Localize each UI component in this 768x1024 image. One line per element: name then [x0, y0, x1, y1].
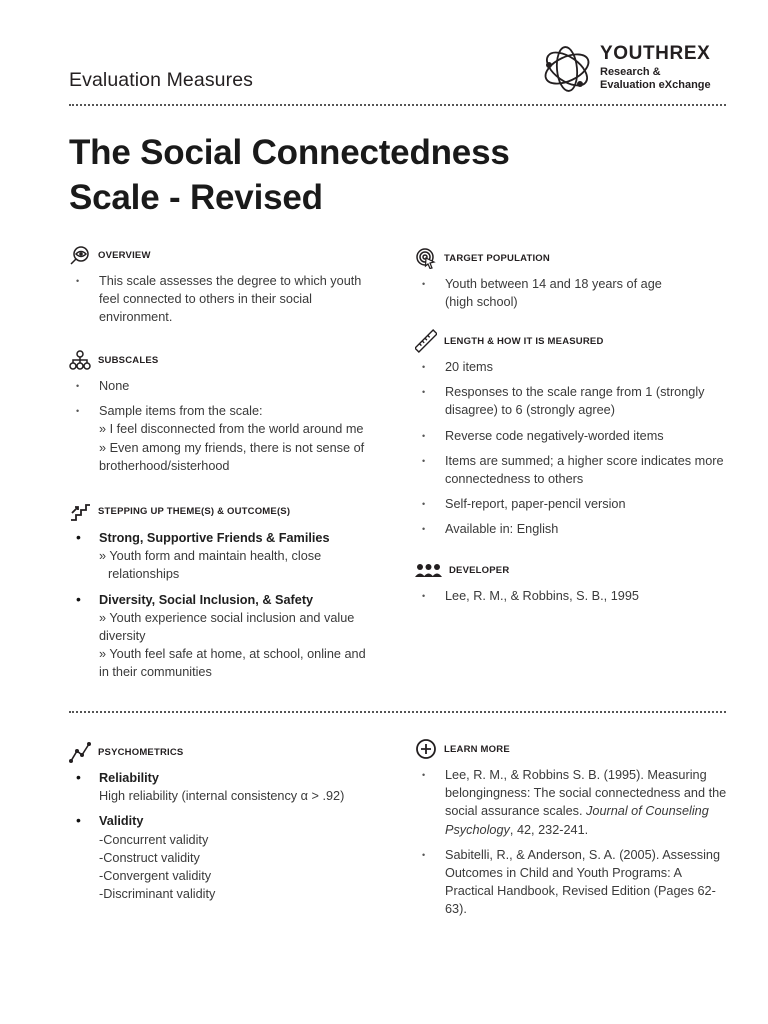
- hierarchy-icon: [69, 349, 91, 371]
- brand-tagline: [600, 66, 715, 92]
- reliability-title: • Reliability: [99, 771, 159, 785]
- target-list: [415, 275, 725, 311]
- validity-title: • Validity: [99, 814, 144, 829]
- psychometrics-section: [69, 739, 379, 910]
- target-cursor-icon: [415, 247, 437, 269]
- reference-tail: , 42, 232-241.: [509, 822, 589, 837]
- journal-title: Journal of Counseling Psychology: [445, 804, 709, 837]
- page-title-line-1: The Social Connectedness: [69, 133, 510, 172]
- learn-more-heading: LEARN MORE: [444, 743, 510, 755]
- ruler-icon: [415, 330, 437, 352]
- header-divider: [69, 104, 726, 106]
- themes-list: [69, 529, 379, 682]
- overview-header: [69, 242, 379, 268]
- references-list: [415, 766, 727, 919]
- learn-more-header: [415, 736, 727, 762]
- youthrex-logo-mark-icon: [540, 43, 594, 95]
- list-item: [69, 591, 379, 682]
- list-item: [415, 275, 725, 311]
- list-item: • Lee, R. M., & Robbins, S. B., 1995: [415, 587, 725, 605]
- subscales-list: [69, 377, 379, 475]
- list-item: • 20 items: [415, 358, 730, 376]
- target-section: [415, 245, 725, 318]
- list-item: • Items are summed; a higher score indicates more connectedness to others: [415, 452, 730, 488]
- list-item: [69, 769, 379, 805]
- theme-outcome: relationships: [108, 567, 180, 582]
- length-section: [415, 328, 730, 546]
- page-title-line-2: Scale - Revised: [69, 178, 323, 217]
- themes-header: [69, 498, 379, 524]
- target-school: (high school): [445, 295, 518, 310]
- document-category: Evaluation Measures: [69, 69, 253, 91]
- list-item: • None: [69, 377, 379, 395]
- psychometrics-heading: PSYCHOMETRICS: [98, 746, 184, 758]
- sample-item: » Even among my friends, there is not sense of brotherhood/sisterhood: [99, 440, 365, 473]
- section-divider: [69, 711, 726, 713]
- theme-outcome: » Youth experience social inclusion and value diversity: [99, 610, 355, 644]
- validity-type: -Concurrent validity: [99, 832, 209, 847]
- list-item: [69, 529, 379, 584]
- target-header: [415, 245, 725, 271]
- reference-item: • Sabitelli, R., & Anderson, S. A. (2005). Assessing Outcomes in Child and Youth Programs: A Practical Handbook, Revised Edition (Pages 62-63).: [415, 846, 727, 919]
- overview-list: [69, 272, 379, 327]
- psychometrics-list: [69, 769, 379, 903]
- developer-heading: DEVELOPER: [449, 564, 510, 576]
- brand-name: YOUTHREX: [600, 43, 711, 64]
- developer-header: [415, 557, 725, 583]
- reference-text: Lee, R. M., & Robbins S. B. (1995). Measuring belongingness: The social connectedness and the social assurance scales.: [445, 768, 727, 819]
- subscales-header: [69, 347, 379, 373]
- plus-circle-icon: [415, 738, 437, 760]
- trend-line-icon: [69, 741, 91, 763]
- brand-tagline-line-1: Research &: [600, 66, 661, 78]
- list-item: [69, 812, 379, 903]
- validity-type: -Convergent validity: [99, 869, 212, 884]
- list-item: • This scale assesses the degree to which youth feel connected to others in their social environment.: [69, 272, 379, 327]
- reliability-text: High reliability (internal consistency α > .92): [99, 789, 345, 804]
- themes-section: [69, 498, 379, 689]
- developer-list: [415, 587, 725, 605]
- sample-item: » I feel disconnected from the world around me: [99, 422, 364, 437]
- target-heading: TARGET POPULATION: [444, 252, 550, 264]
- developer-section: [415, 557, 725, 612]
- list-item: • Reverse code negatively-worded items: [415, 427, 730, 445]
- people-icon: [415, 559, 442, 581]
- list-item: • Responses to the scale range from 1 (strongly disagree) to 6 (strongly agree): [415, 383, 730, 419]
- reference-item: [415, 766, 727, 839]
- length-header: [415, 328, 730, 354]
- psychometrics-header: [69, 739, 379, 765]
- validity-type: -Discriminant validity: [99, 887, 216, 902]
- brand-tagline-line-2: Evaluation eXchange: [600, 79, 711, 91]
- subscales-section: [69, 347, 379, 482]
- youthrex-logo: [540, 40, 715, 100]
- overview-section: [69, 242, 379, 334]
- length-heading: LENGTH & HOW IT IS MEASURED: [444, 335, 604, 347]
- overview-heading: OVERVIEW: [98, 249, 151, 261]
- themes-heading: STEPPING UP THEME(S) & OUTCOME(S): [98, 505, 291, 517]
- sample-items-label: • Sample items from the scale:: [99, 404, 263, 419]
- theme-outcome: » Youth form and maintain health, close: [99, 549, 322, 564]
- page-title: [69, 130, 510, 220]
- stairs-icon: [69, 500, 91, 522]
- length-list: [415, 358, 730, 539]
- list-item: • Self-report, paper-pencil version: [415, 495, 730, 513]
- list-item: [69, 402, 379, 475]
- subscales-heading: SUBSCALES: [98, 354, 159, 366]
- eye-magnifier-icon: [69, 244, 91, 266]
- list-item: • Available in: English: [415, 520, 730, 538]
- theme-outcome: » Youth feel safe at home, at school, online and in their communities: [99, 647, 366, 680]
- target-age: • Youth between 14 and 18 years of age: [445, 277, 662, 291]
- learn-more-section: [415, 736, 727, 926]
- theme-title: • Strong, Supportive Friends & Families: [99, 531, 330, 545]
- theme-title: • Diversity, Social Inclusion, & Safety: [99, 592, 314, 607]
- validity-type: -Construct validity: [99, 850, 200, 865]
